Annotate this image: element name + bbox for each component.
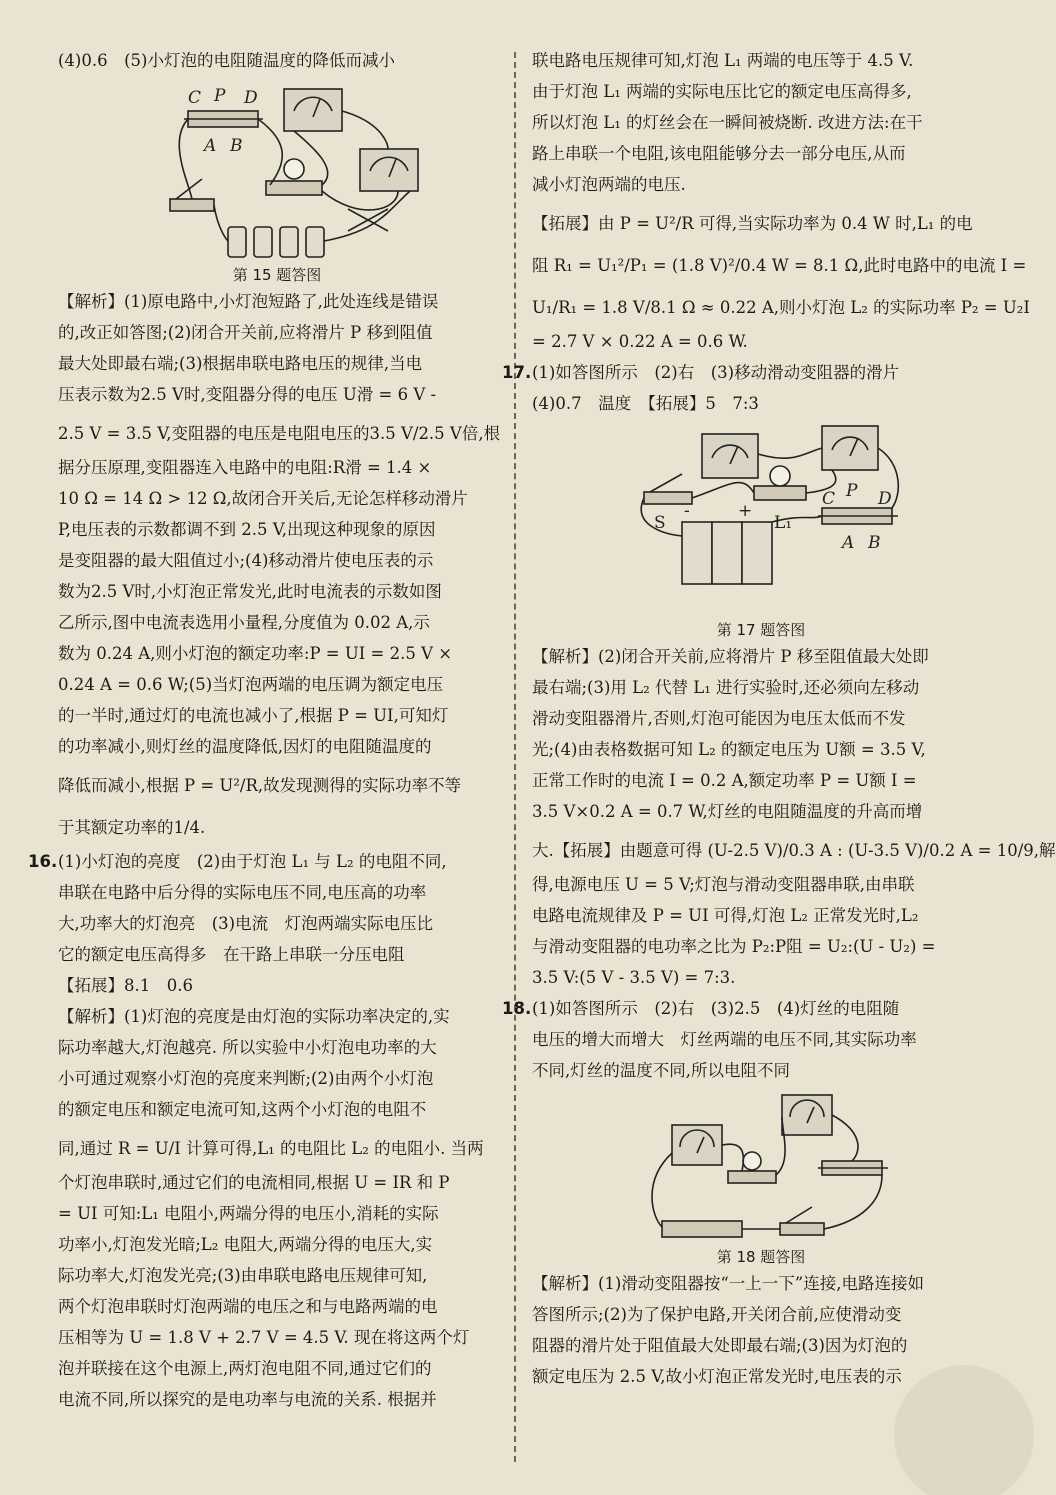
question-18 [502,998,990,1082]
text-line: 光;(4)由表格数据可知 L₂ 的额定电压为 U额 = 3.5 V, [532,740,926,759]
text-line: 个灯泡串联时,通过它们的电流相同,根据 U = IR 和 P [58,1173,450,1192]
label-a: A [204,136,217,156]
label-c: C [822,489,836,509]
text-line: 滑动变阻器滑片,否则,灯泡可能因为电压太低而不发 [532,709,906,728]
text-line: 不同,灯丝的温度不同,所以电阻不同 [532,1061,790,1080]
text-line: 额定电压为 2.5 V,故小灯泡正常发光时,电压表的示 [532,1367,902,1386]
text-line: (1)如答图所示 (2)右 (3)2.5 (4)灯丝的电阻随 [532,999,900,1018]
text-line: 答图所示;(2)为了保护电路,开关闭合前,应使滑动变 [532,1305,902,1324]
label-p: P [846,481,858,501]
text-line: 的功率减小,则灯丝的温度降低,因灯的电阻随温度的 [58,737,432,756]
text-line: 泡并联接在这个电源上,两灯泡电阻不同,通过它们的 [58,1359,432,1378]
text-line: 串联在电路中后分得的实际电压不同,电压高的功率 [58,883,427,902]
column-divider [514,52,516,1462]
text-line: 由于灯泡 L₁ 两端的实际电压比它的额定电压高得多, [532,82,912,101]
label-l1: L₁ [774,513,793,533]
label-a: A [842,533,855,553]
label-d: D [244,88,258,108]
right-column [502,50,1056,1397]
figure-17-caption: 第 17 题答图 [716,621,806,639]
text-line: 是变阻器的最大阻值过小;(4)移动滑片使电压表的示 [58,551,434,570]
circuit-diagram-18 [532,1091,990,1241]
question-number: 18. [502,999,532,1018]
circuit-diagram-15 [58,81,496,259]
analysis-15 [58,291,501,847]
text-line: 与滑动变阻器的电功率之比为 P₂:P阻 = U₂:(U - U₂) = [532,937,936,956]
text-line: 阻器的滑片处于阻值最大处即最右端;(3)因为灯泡的 [532,1336,908,1355]
text-line: 压表示数为2.5 V时,变阻器分得的电压 U滑 = 6 V - [58,385,437,404]
text-line: 【拓展】8.1 0.6 [58,976,193,995]
circuit-diagram-17 [532,424,990,614]
label-s: S [654,513,666,533]
label-b: B [230,136,243,156]
text-line: 【解析】(1)灯泡的亮度是由灯泡的实际功率决定的,实 [58,1007,450,1026]
figure-17 [532,424,990,614]
text-line: 降低而减小,根据 P = U²/R,故发现测得的实际功率不等 [58,776,462,795]
text-line: 大,功率大的灯泡亮 (3)电流 灯泡两端实际电压比 [58,914,434,933]
text-line: 【拓展】由 P = U²/R 可得,当实际功率为 0.4 W 时,L₁ 的电 [532,214,973,233]
text-line: 得,电源电压 U = 5 V;灯泡与滑动变阻器串联,由串联 [532,875,915,894]
figure-18 [532,1091,990,1241]
text-line: 电压的增大而增大 灯丝两端的电压不同,其实际功率 [532,1030,917,1049]
text-line: = 2.7 V × 0.22 A = 0.6 W. [532,332,748,351]
analysis-16 [58,1006,496,1411]
text-line: 数为 0.24 A,则小灯泡的额定功率:P = UI = 2.5 V × [58,644,453,663]
analysis-16-continued [532,50,1030,353]
text-line: 【解析】(1)原电路中,小灯泡短路了,此处连线是错误 [58,292,439,311]
text-line: 2.5 V = 3.5 V,变阻器的电压是电阻电压的3.5 V/2.5 V倍,根 [58,424,501,443]
question-number: 17. [502,363,532,382]
text-line: 大.【拓展】由题意可得 (U-2.5 V)/0.3 A : (U-3.5 V)/0.2 A = 10/9,解 [532,841,1056,860]
text-line: 的,改正如答图;(2)闭合开关前,应将滑片 P 移到阻值 [58,323,433,342]
text-line: 小可通过观察小灯泡的亮度来判断;(2)由两个小灯泡 [58,1069,434,1088]
text-line: (1)如答图所示 (2)右 (3)移动滑动变阻器的滑片 [532,363,900,382]
figure-15 [58,81,496,259]
text-line: 联电路电压规律可知,灯泡 L₁ 两端的电压等于 4.5 V. [532,51,914,70]
text-line: 【解析】(1)滑动变阻器按“一上一下”连接,电路连接如 [532,1274,924,1293]
text-line: = UI 可知:L₁ 电阻小,两端分得的电压小,消耗的实际 [58,1204,439,1223]
label-p: P [214,86,226,106]
page-number-badge-icon [844,1315,1024,1495]
text-line: 减小灯泡两端的电压. [532,175,686,194]
text-line: 据分压原理,变阻器连入电路中的电阻:R滑 = 1.4 × [58,458,432,477]
text-line: 的额定电压和额定电流可知,这两个小灯泡的电阻不 [58,1100,427,1119]
label-plus: + [738,501,753,521]
text-line: 同,通过 R = U/I 计算可得,L₁ 的电阻比 L₂ 的电阻小. 当两 [58,1139,484,1158]
text-line: 路上串联一个电阻,该电阻能够分去一部分电压,从而 [532,144,906,163]
question-17 [502,362,990,415]
question-16 [28,851,496,997]
text-line: 阻 R₁ = U₁²/P₁ = (1.8 V)²/0.4 W = 8.1 Ω,此时电路中的电流 I = [532,256,1027,275]
figure-18-caption: 第 18 题答图 [716,1248,806,1266]
text-line: 最大处即最右端;(3)根据串联电路电压的规律,当电 [58,354,423,373]
left-column [28,50,501,1420]
text-line: P,电压表的示数都调不到 2.5 V,出现这种现象的原因 [58,520,436,539]
text-line: 际功率大,灯泡发光亮;(3)由串联电路电压规律可知, [58,1266,428,1285]
text-line: 数为2.5 V时,小灯泡正常发光,此时电流表的示数如图 [58,582,442,601]
text-line: 压相等为 U = 1.8 V + 2.7 V = 4.5 V. 现在将这两个灯 [58,1328,470,1347]
text-line: (4)0.7 温度 【拓展】5 7:3 [532,394,759,413]
text-line: 电路电流规律及 P = UI 可得,灯泡 L₂ 正常发光时,L₂ [532,906,919,925]
q15-answer-tail: (4)0.6 (5)小灯泡的电阻随温度的降低而减小 [58,51,395,70]
text-line: 两个灯泡串联时灯泡两端的电压之和与电路两端的电 [58,1297,438,1316]
text-line: 【解析】(2)闭合开关前,应将滑片 P 移至阻值最大处即 [532,647,929,666]
label-c: C [188,88,202,108]
figure-15-caption: 第 15 题答图 [232,266,322,284]
text-line: (1)小灯泡的亮度 (2)由于灯泡 L₁ 与 L₂ 的电阻不同, [58,852,447,871]
text-line: 所以灯泡 L₁ 的灯丝会在一瞬间被烧断. 改进方法:在干 [532,113,923,132]
text-line: 际功率越大,灯泡越亮. 所以实验中小灯泡电功率的大 [58,1038,437,1057]
text-line: 乙所示,图中电流表选用小量程,分度值为 0.02 A,示 [58,613,430,632]
text-line: 3.5 V:(5 V - 3.5 V) = 7:3. [532,968,736,987]
text-line: 的一半时,通过灯的电流也减小了,根据 P = UI,可知灯 [58,706,449,725]
text-line: 电流不同,所以探究的是电功率与电流的关系. 根据并 [58,1390,437,1409]
label-minus: - [684,501,690,521]
text-line: U₁/R₁ = 1.8 V/8.1 Ω ≈ 0.22 A,则小灯泡 L₂ 的实际功率 P₂ = U₂I [532,298,1030,317]
text-line: 3.5 V×0.2 A = 0.7 W,灯丝的电阻随温度的升高而增 [532,802,923,821]
text-line: 0.24 A = 0.6 W;(5)当灯泡两端的电压调为额定电压 [58,675,444,694]
text-line: 于其额定功率的1/4. [58,818,206,837]
analysis-17 [532,646,1056,989]
text-line: 功率小,灯泡发光暗;L₂ 电阻大,两端分得的电压大,实 [58,1235,433,1254]
text-line: 最右端;(3)用 L₂ 代替 L₁ 进行实验时,还必须向左移动 [532,678,920,697]
text-line: 它的额定电压高得多 在干路上串联一分压电阻 [58,945,405,964]
label-b: B [868,533,881,553]
label-d: D [878,489,892,509]
text-line: 正常工作时的电流 I = 0.2 A,额定功率 P = U额 I = [532,771,917,790]
question-number: 16. [28,852,58,871]
text-line: 10 Ω = 14 Ω > 12 Ω,故闭合开关后,无论怎样移动滑片 [58,489,468,508]
